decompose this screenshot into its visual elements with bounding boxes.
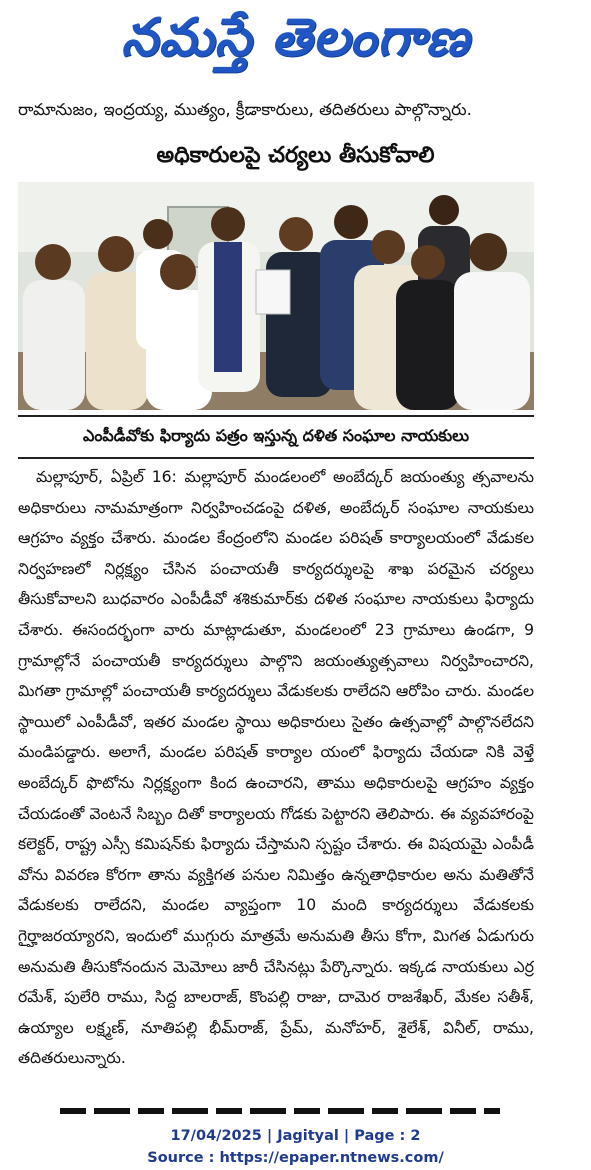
- photo-caption: [18, 415, 534, 459]
- footer-source: Source : https://epaper.ntnews.com/: [147, 1150, 444, 1166]
- article-headline: అధికారులపై చర్యలు తీసుకోవాలి: [156, 143, 435, 168]
- newspaper-masthead: [0, 0, 591, 88]
- page-footer: [0, 1125, 591, 1169]
- footer-date-edition: 17/04/2025 | Jagityal | Page : 2: [170, 1128, 421, 1144]
- news-photo: [18, 182, 534, 410]
- previous-story-tail: రామానుజం, ఇంద్రయ్య, ముత్యం, క్రీడాకారులు, తదితరులు పాల్గొన్నారు.: [18, 100, 472, 119]
- next-article-cut-off-line: [60, 1108, 500, 1114]
- masthead-title: నమస్తే తెలంగాణ: [121, 7, 470, 68]
- photo-caption-text: ఎంపీడీవోకు ఫిర్యాదు పత్రం ఇస్తున్న దళిత సంఘాల నాయకులు: [82, 425, 470, 445]
- article-body: మల్లాపూర్, ఏప్రిల్ 16: మల్లాపూర్ మండలంలో అంబేద్కర్ జయంత్యు త్సవాలను అధికారులు నామమాత్రంగా నిర్వహించడంపై దళిత, అంబేద్కర్ సంఘాల నాయకులు ఆగ్రహం వ్యక్తం చేశారు. మండల కేంద్రంలోని మండల పరిషత్ కార్యాలయంలో వేడుకల నిర్వహణలో నిర్లక్ష్యం చేసిన పంచాయతీ కార్యదర్శులపై శాఖ పరమైన చర్యలు తీసుకోవాలని బుధవారం ఎంపీడీవో శశికుమార్‌కు దళిత సంఘాల నాయకులు ఫిర్యాదు చేశారు. ఈసందర్భంగా వారు మాట్లాడుతూ, మండలంలో 23 గ్రామాలు ఉండగా, 9 గ్రామాల్లోనే పంచాయతీ కార్యదర్శులు పాల్గొని జయంత్యుత్సవాలు నిర్వహించారని, మిగతా గ్రామాల్లో పంచాయతీ కార్యదర్శులు వేడుకలకు రాలేదని ఆరోపిం చారు. మండల స్థాయిలో ఎంపీడీవో, ఇతర మండల స్థాయి అధికారులు సైతం ఉత్సవాల్లో పాల్గొనలేదని మండిపడ్డారు. అలాగే, మండల పరిషత్ కార్యాల యంలో ఫిర్యాదు చేయడా నికి వెళ్తే అంబేద్కర్ ఫొటోను నిర్లక్ష్యంగా కింద ఉంచారని, తాము అధికారులపై ఆగ్రహం వ్యక్తం చేయడంతో వెంటనే సిబ్బం దితో కార్యాలయ గోడకు పెట్టారని తెలిపారు. ఈ వ్యవహారంపై కలెక్టర్, రాష్ట్ర ఎస్సీ కమిషన్‌కు ఫిర్యాదు చేస్తామని స్పష్టం చేశారు. ఈ విషయమై ఎంపీడీ వోను వివరణ కోరగా తాను వ్యక్తిగత పనుల నిమిత్తం ఉన్నతాధికారుల అను మతితోనే వేడుకలకు రాలేదని, మండల వ్యాప్తంగా 10 మంది కార్యదర్శులు వేడుకలకు గైర్హాజరయ్యారని, ఇందులో ముగ్గురు మాత్రమే అనుమతి తీసు కోగా, మిగత ఏడుగురు అనుమతి తీసుకోనందున మెమోలు జారీ చేసినట్లు పేర్కొన్నారు. ఇక్కడ నాయకులు ఎర్ర రమేశ్, పులేరి రాము, సిద్ద బాలరాజ్, కొంపల్లి రాజు, దామెర రాజశేఖర్, మేకల సతీశ్, ఉయ్యాల లక్ష్మణ్, నూతిపల్లి భీమ్‌రాజ్, ప్రేమ్, మనోహర్, శైలేశ్, వినీల్, రాము, తదితరులున్నారు.: [18, 468, 534, 1068]
